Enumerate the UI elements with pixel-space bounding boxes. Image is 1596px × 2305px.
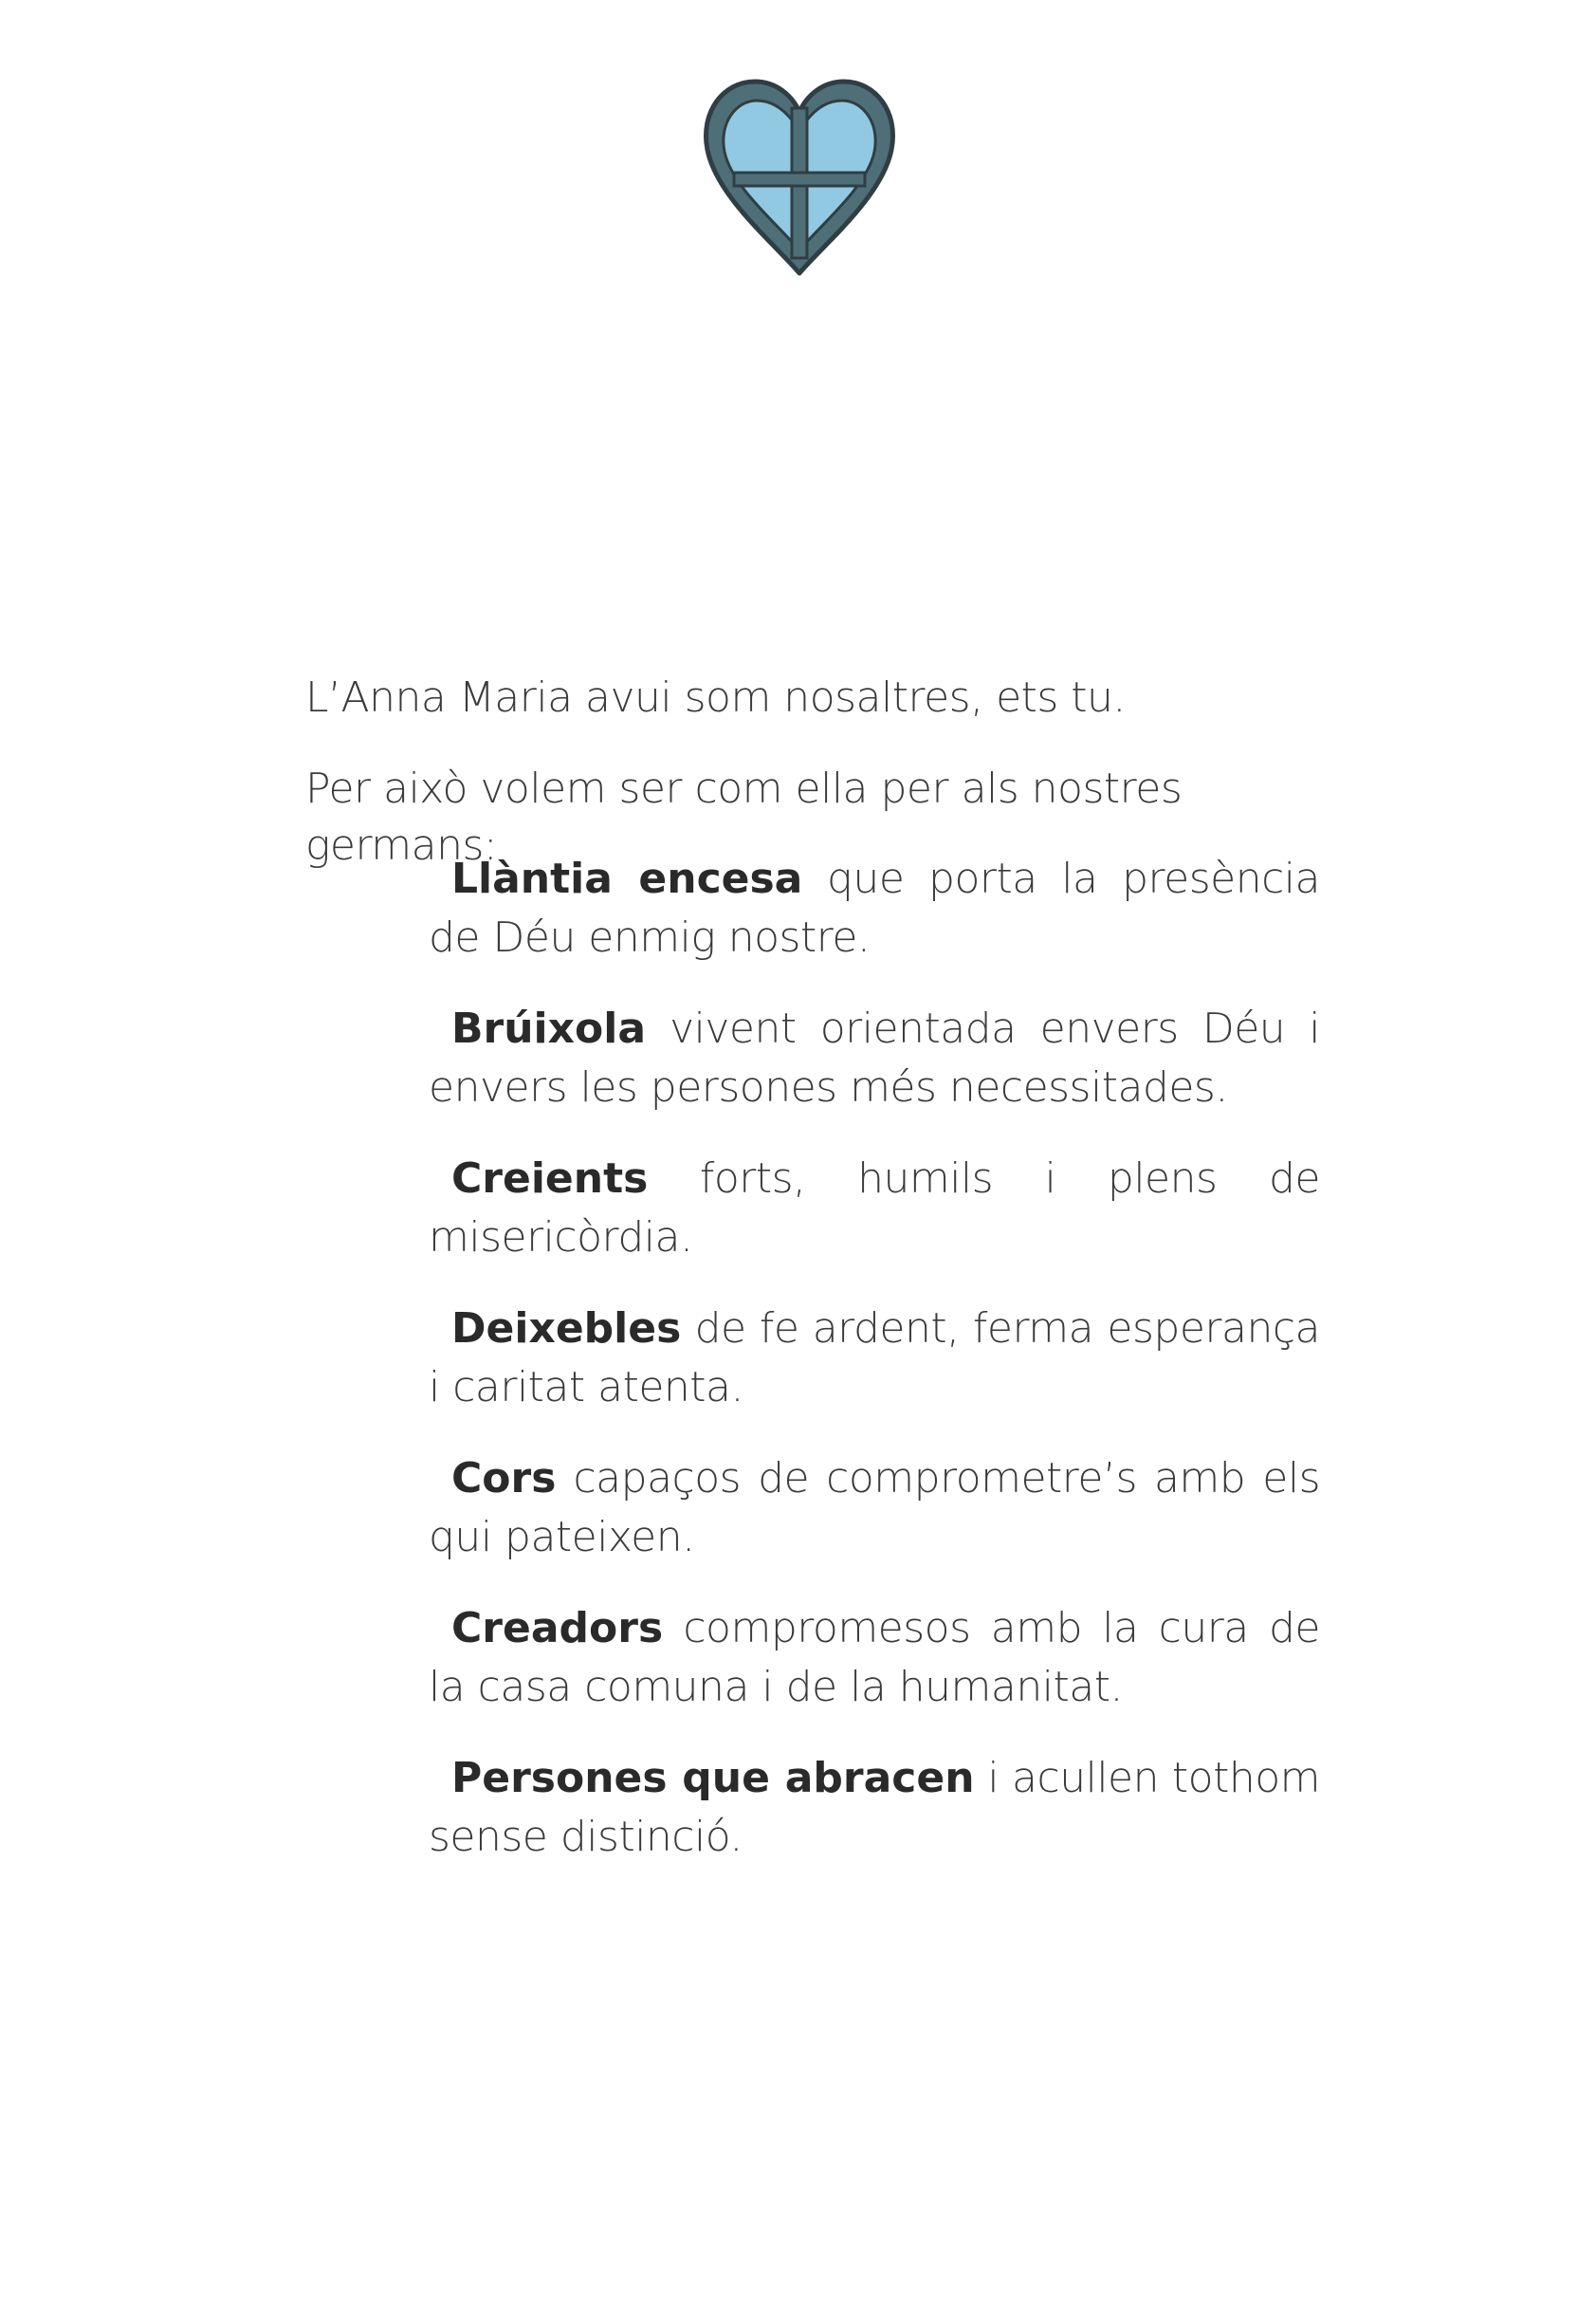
- quality-text: vivent orientada envers Déu i envers les persones més necessitades.: [429, 1005, 1320, 1112]
- quality-text: i acullen tothom sense distinció.: [429, 1754, 1321, 1861]
- quality-term: Deixebles: [451, 1304, 682, 1353]
- heart-window-icon: [700, 74, 899, 278]
- quality-term: Creadors: [451, 1604, 664, 1652]
- quality-text: forts, humils i plens de misericòrdia.: [429, 1154, 1320, 1262]
- quality-item: [429, 1150, 1320, 1267]
- intro-line-2: Per això volem ser com ella per als nostres germans:: [305, 765, 1183, 870]
- qualities-list: [429, 850, 1320, 1899]
- quality-text: de fe ardent, ferma esperança i caritat atenta.: [429, 1304, 1320, 1411]
- quality-item: [429, 850, 1320, 968]
- quality-item: [429, 1000, 1320, 1117]
- quality-term: Persones que abracen: [451, 1754, 975, 1802]
- quality-item: [429, 1300, 1320, 1417]
- quality-term: Creients: [451, 1154, 649, 1203]
- quality-term: Brúixola: [451, 1005, 647, 1053]
- quality-item: [429, 1749, 1320, 1867]
- quality-text: capaços de comprometre’s amb els qui pateixen.: [429, 1454, 1320, 1561]
- quality-text: compromesos amb la cura de la casa comuna i de la humanitat.: [429, 1604, 1320, 1711]
- quality-text: que porta la presència de Déu enmig nostre.: [429, 855, 1320, 962]
- quality-term: Llàntia encesa: [451, 855, 803, 903]
- quality-item: [429, 1449, 1320, 1567]
- intro-line-1: L’Anna Maria avui som nosaltres, ets tu.: [305, 673, 1126, 722]
- quality-term: Cors: [451, 1454, 557, 1503]
- quality-item: [429, 1599, 1320, 1717]
